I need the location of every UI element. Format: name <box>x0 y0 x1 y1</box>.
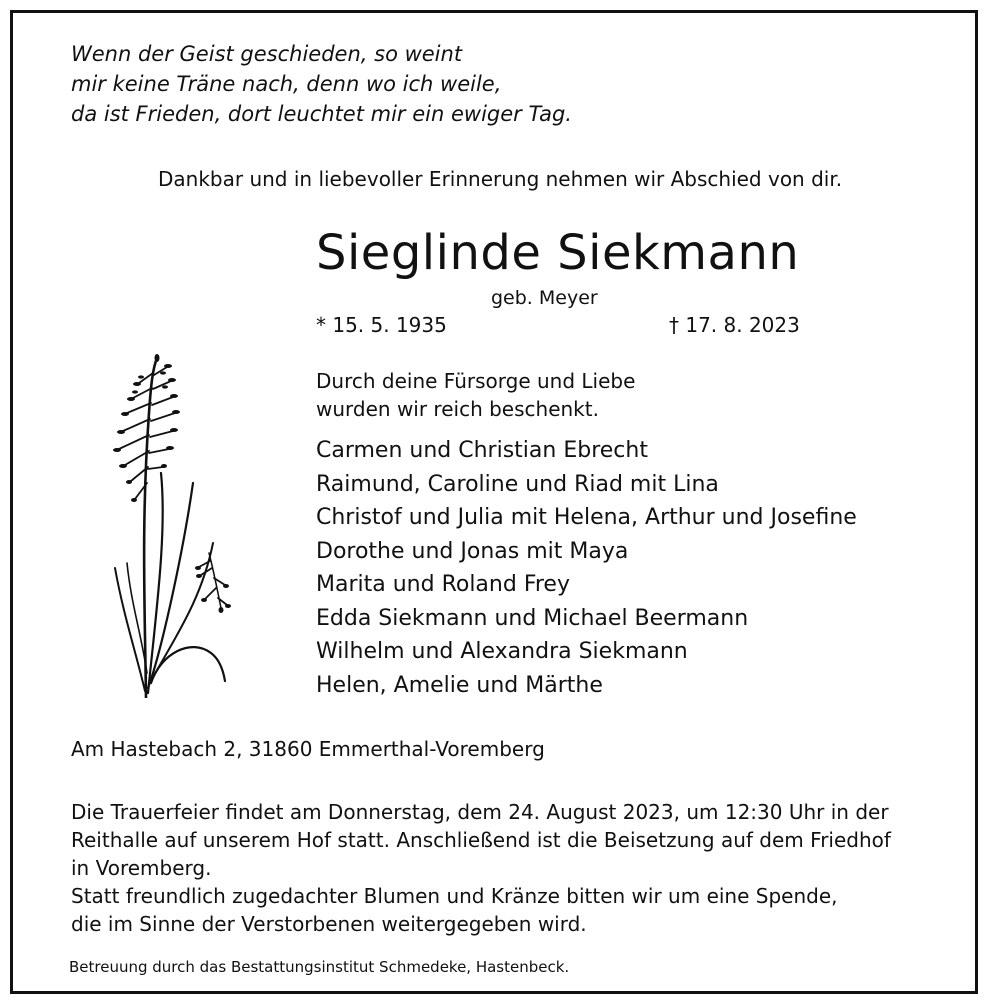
mourner-entry: Raimund, Caroline und Riad mit Lina <box>316 471 719 497</box>
poem-line: Wenn der Geist geschieden, so weint <box>71 42 463 66</box>
thanks-line: Durch deine Fürsorge und Liebe <box>316 369 636 393</box>
mourner-entry: Carmen und Christian Ebrecht <box>316 438 648 463</box>
family-address: Am Hastebach 2, 31860 Emmerthal-Voremberg <box>71 737 545 761</box>
thanks-text <box>316 367 635 423</box>
mourner-entry: Helen, Amelie und Märthe <box>316 672 603 698</box>
mourner-entry: Edda Siekmann und Michael Beermann <box>316 605 749 631</box>
mourner-entry: Dorothe und Jonas mit Maya <box>316 538 629 564</box>
poem <box>71 39 572 129</box>
grass-illustration <box>101 353 231 698</box>
obituary-frame <box>10 10 978 994</box>
thanks-line: wurden wir reich beschenkt. <box>316 397 599 421</box>
poem-line: mir keine Träne nach, denn wo ich weile, <box>71 72 502 96</box>
mourner-entry: Wilhelm und Alexandra Siekmann <box>316 639 688 664</box>
funeral-notice <box>71 798 891 938</box>
deceased-name: Sieglinde Siekmann <box>316 225 800 281</box>
maiden-name: geb. Meyer <box>491 287 598 309</box>
funeral-home-credit: Betreuung durch das Bestattungsinstitut Schmedeke, Hastenbeck. <box>69 958 570 976</box>
mourner-entry: Christof und Julia mit Helena, Arthur und Josefine <box>316 505 857 530</box>
death-date: † 17. 8. 2023 <box>669 313 800 337</box>
funeral-line: Die Trauerfeier findet am Donnerstag, dem 24. August 2023, um 12:30 Uhr in der <box>71 800 889 824</box>
funeral-line: Reithalle auf unserem Hof statt. Anschließend ist die Beisetzung auf dem Friedhof <box>71 828 891 852</box>
mourners-list <box>316 434 857 702</box>
birth-date: * 15. 5. 1935 <box>316 313 447 337</box>
mourner-entry: Marita und Roland Frey <box>316 572 570 597</box>
funeral-line: in Voremberg. <box>71 856 212 880</box>
farewell-intro: Dankbar und in liebevoller Erinnerung nehmen wir Abschied von dir. <box>158 167 843 191</box>
funeral-line: Statt freundlich zugedachter Blumen und Kränze bitten wir um eine Spende, <box>71 884 838 908</box>
funeral-line: die im Sinne der Verstorbenen weitergegeben wird. <box>71 912 587 936</box>
poem-line: da ist Frieden, dort leuchtet mir ein ewiger Tag. <box>71 102 572 126</box>
